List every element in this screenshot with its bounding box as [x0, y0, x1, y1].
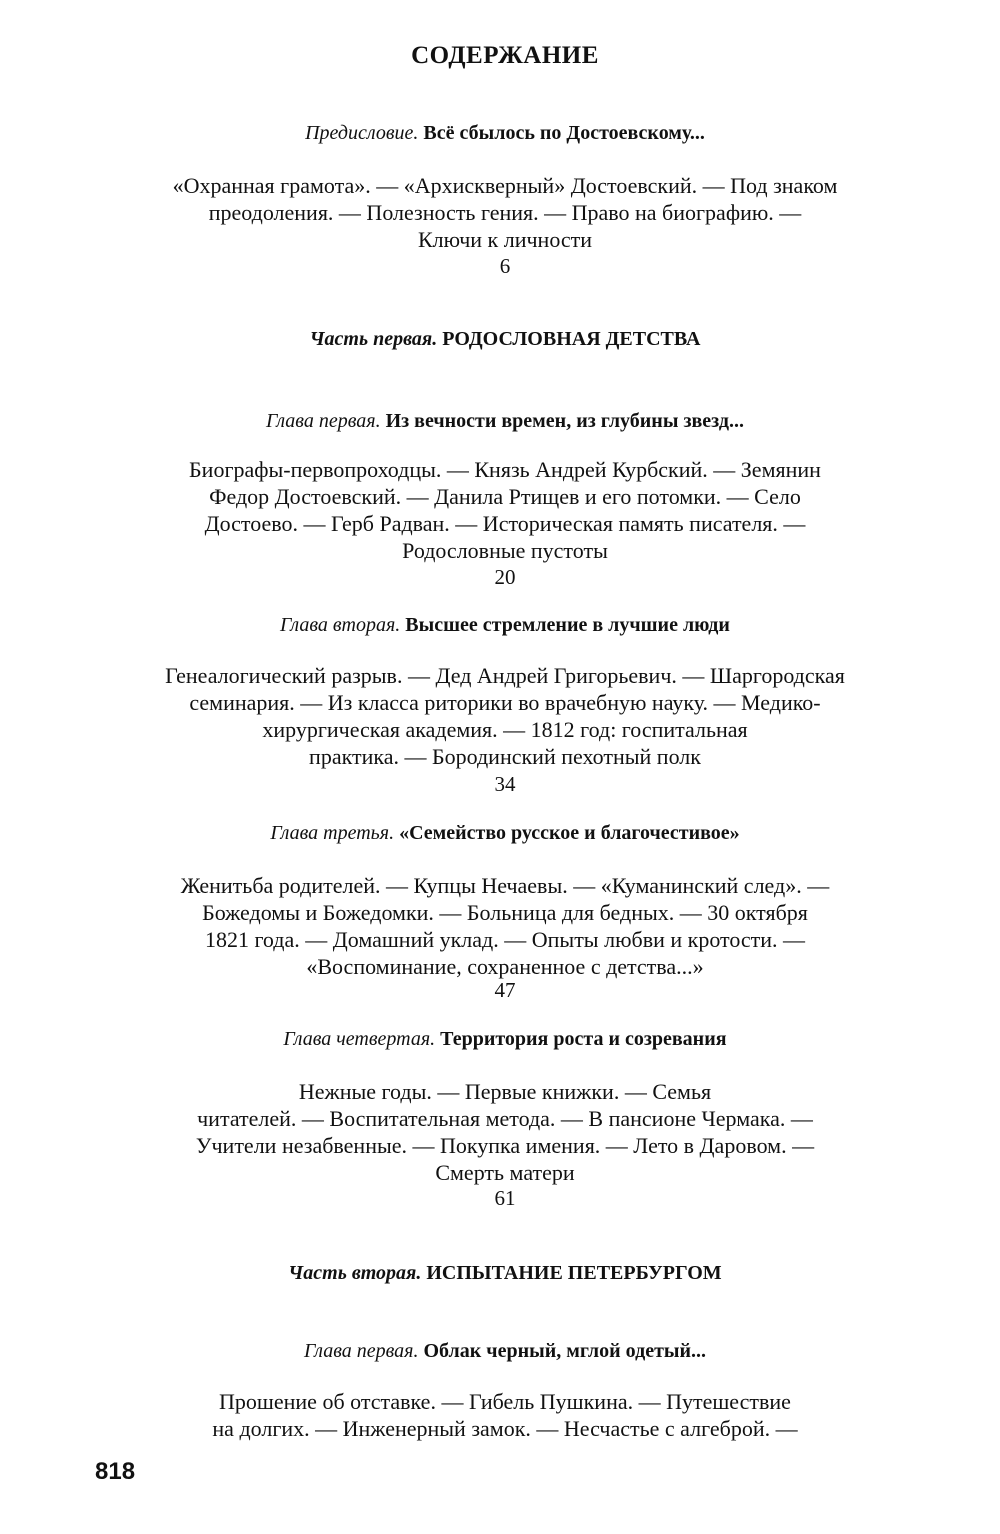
chapter-summary [0, 1388, 1000, 1442]
chapter-summary [0, 456, 1000, 564]
page-title: СОДЕРЖАНИЕ [411, 42, 599, 69]
chapter-summary [0, 872, 1000, 980]
preface-title: Всё сбылось по Достоевскому... [423, 122, 705, 144]
chapter-summary [0, 662, 1000, 770]
summary-line: Божедомы и Божедомки. — Больница для бедных. — 30 октября [202, 900, 808, 925]
chapter-title: Территория роста и созревания [440, 1028, 727, 1050]
part-one-heading [0, 328, 1000, 351]
summary-line: Учители незабвенные. — Покупка имения. — Лето в Даровом. — [195, 1133, 815, 1158]
chapter-title: Высшее стремление в лучшие люди [405, 614, 730, 636]
summary-line: хирургическая академия. — 1812 год: госпитальная [262, 717, 748, 742]
summary-line: Смерть матери [435, 1160, 575, 1185]
page-number: 47 [494, 978, 516, 1002]
page-number: 6 [499, 254, 511, 278]
summary-line: семинария. — Из класса риторики во врачебную науку. — Медико- [189, 690, 821, 715]
summary-line: Прошение об отставке. — Гибель Пушкина. — Путешествие [219, 1389, 791, 1414]
chapter-title: «Семейство русское и благочестивое» [399, 822, 740, 844]
part-one-label: Часть первая. [309, 328, 438, 350]
summary-line: Федор Достоевский. — Данила Ртищев и его потомки. — Село [209, 484, 801, 509]
summary-line: 1821 года. — Домашний уклад. — Опыты любви и кротости. — [204, 927, 806, 952]
summary-line: «Охранная грамота». — «Архискверный» Достоевский. — Под знаком [172, 173, 838, 198]
chapter-label: Глава третья. [270, 822, 395, 844]
page-number: 61 [494, 1186, 516, 1210]
preface-label: Предисловие. [305, 122, 419, 144]
summary-line: Ключи к личности [417, 227, 593, 252]
chapter-label: Глава первая. [266, 410, 381, 432]
folio-page-number: 818 [95, 1458, 136, 1485]
preface-summary [0, 172, 1000, 253]
chapter-heading [0, 1028, 1000, 1051]
page-number: 20 [494, 565, 516, 589]
chapter-title: Облак черный, мглой одетый... [423, 1340, 707, 1362]
summary-line: преодоления. — Полезность гения. — Право на биографию. — [208, 200, 802, 225]
chapter-heading [0, 1340, 1000, 1363]
part-two-heading [0, 1262, 1000, 1285]
part-one-title: РОДОСЛОВНАЯ ДЕТСТВА [442, 328, 701, 350]
summary-line: «Воспоминание, сохраненное с детства...» [306, 954, 704, 979]
chapter-label: Глава первая. [303, 1340, 419, 1362]
chapter-heading [0, 410, 1000, 433]
summary-line: Генеалогический разрыв. — Дед Андрей Григорьевич. — Шаргородская [165, 663, 845, 688]
summary-line: Женитьба родителей. — Купцы Нечаевы. — «Куманинский след». — [180, 873, 830, 898]
chapter-heading [0, 614, 1000, 637]
preface-heading [0, 122, 1000, 145]
chapter-summary [0, 1078, 1000, 1186]
summary-line: Достоево. — Герб Радван. — Историческая память писателя. — [204, 511, 806, 536]
chapter-heading [0, 822, 1000, 845]
summary-line: читателей. — Воспитательная метода. — В пансионе Чермака. — [197, 1106, 813, 1131]
page-number: 34 [494, 772, 516, 796]
summary-line: Родословные пустоты [402, 538, 608, 563]
chapter-label: Глава четвертая. [283, 1028, 436, 1050]
chapter-label: Глава вторая. [280, 614, 401, 636]
summary-line: на долгих. — Инженерный замок. — Несчастье с алгеброй. — [212, 1416, 798, 1441]
summary-line: практика. — Бородинский пехотный полк [309, 744, 701, 769]
chapter-title: Из вечности времен, из глубины звезд... [385, 410, 744, 432]
part-two-label: Часть вторая. [288, 1262, 422, 1284]
summary-line: Нежные годы. — Первые книжки. — Семья [298, 1079, 712, 1104]
summary-line: Биографы-первопроходцы. — Князь Андрей Курбский. — Земянин [189, 457, 821, 482]
part-two-title: ИСПЫТАНИЕ ПЕТЕРБУРГОМ [426, 1262, 722, 1284]
